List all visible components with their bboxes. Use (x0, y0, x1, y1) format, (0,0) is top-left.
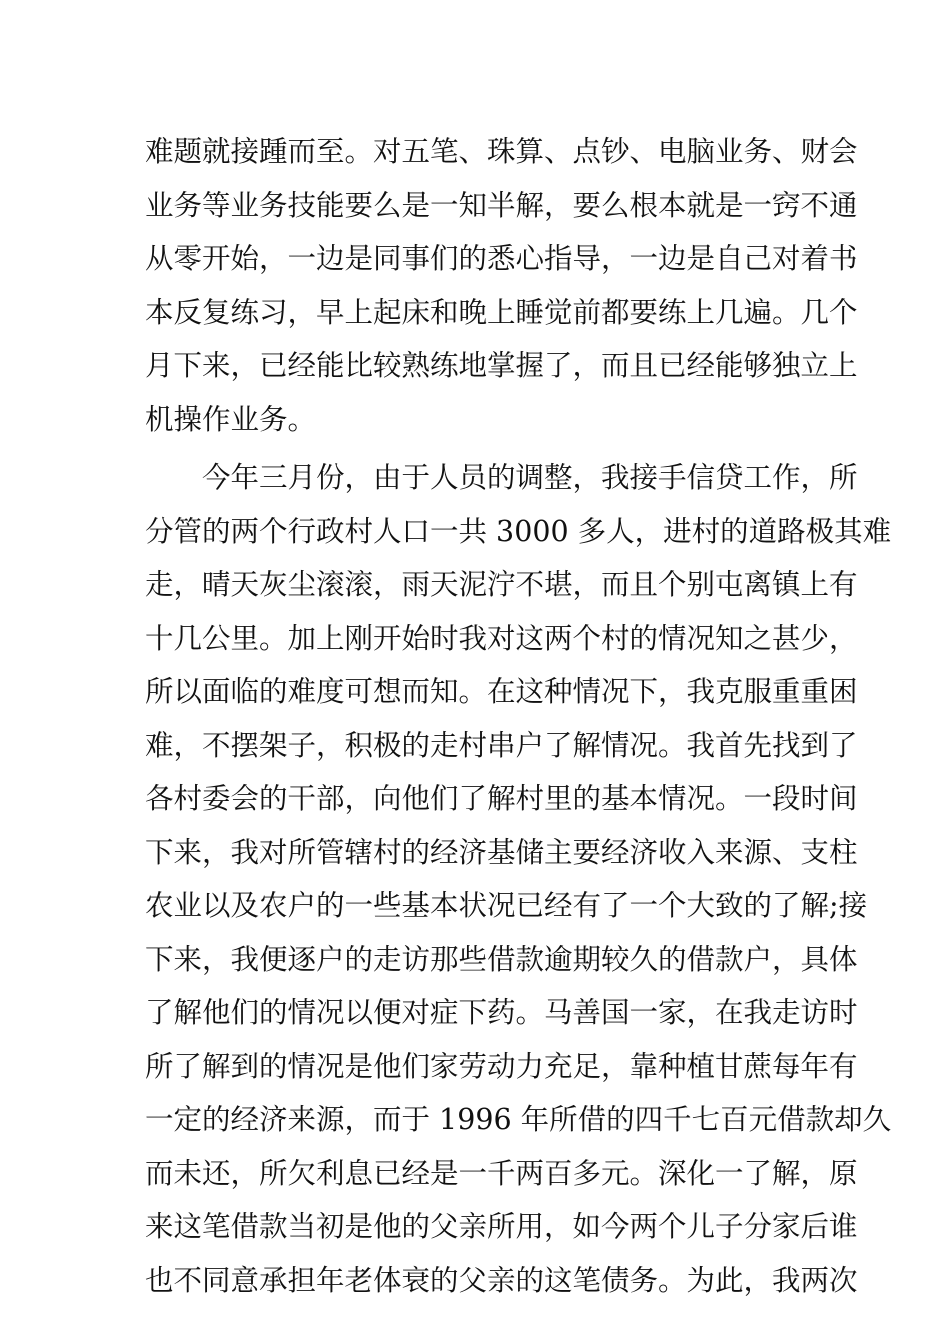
text-line: 走，晴天灰尘滚滚，雨天泥泞不堪，而且个别屯离镇上有 (145, 568, 858, 601)
text-line: 今年三月份，由于人员的调整，我接手信贷工作，所 (202, 461, 858, 494)
text-line: 本反复练习，早上起床和晚上睡觉前都要练上几遍。几个 (145, 295, 858, 329)
text-line: 来这笔借款当初是他的父亲所用，如今两个儿子分家后谁 (145, 1210, 858, 1243)
text-line: 一定的经济来源，而于 1996 年所借的四千七百元借款却久 (145, 1103, 892, 1136)
text-line: 难题就接踵而至。对五笔、珠算、点钞、电脑业务、财会 (145, 135, 858, 168)
text-line: 也不同意承担年老体衰的父亲的这笔债务。为此，我两次 (145, 1263, 858, 1297)
text-line: 下来，我对所管辖村的经济基储主要经济收入来源、支柱 (145, 835, 858, 869)
text-line: 而未还，所欠利息已经是一千两百多元。深化一了解，原 (145, 1156, 858, 1190)
text-line: 各村委会的干部，向他们了解村里的基本情况。一段时间 (145, 782, 858, 815)
text-line: 业务等业务技能要么是一知半解，要么根本就是一窍不通 (145, 188, 858, 222)
text-line: 了解他们的情况以便对症下药。马善国一家，在我走访时 (145, 996, 858, 1029)
text-line: 农业以及农户的一些基本状况已经有了一个大致的了解;接 (145, 889, 868, 922)
text-line: 分管的两个行政村人口一共 3000 多人，进村的道路极其难 (145, 514, 892, 548)
text-line: 所了解到的情况是他们家劳动力充足，靠种植甘蔗每年有 (145, 1049, 858, 1083)
text-line: 机操作业务。 (145, 402, 317, 436)
paragraph-2 (145, 451, 892, 1307)
paragraph-1 (145, 125, 858, 446)
text-line: 从零开始，一边是同事们的悉心指导，一边是自己对着书 (145, 242, 858, 275)
document-body (145, 125, 892, 1307)
text-line: 所以面临的难度可想而知。在这种情况下，我克服重重困 (145, 675, 858, 708)
text-line: 月下来，已经能比较熟练地掌握了，而且已经能够独立上 (145, 349, 858, 382)
text-line: 十几公里。加上刚开始时我对这两个村的情况知之甚少， (145, 621, 858, 655)
text-line: 难，不摆架子，积极的走村串户了解情况。我首先找到了 (145, 728, 858, 762)
text-line: 下来，我便逐户的走访那些借款逾期较久的借款户，具体 (145, 942, 858, 976)
